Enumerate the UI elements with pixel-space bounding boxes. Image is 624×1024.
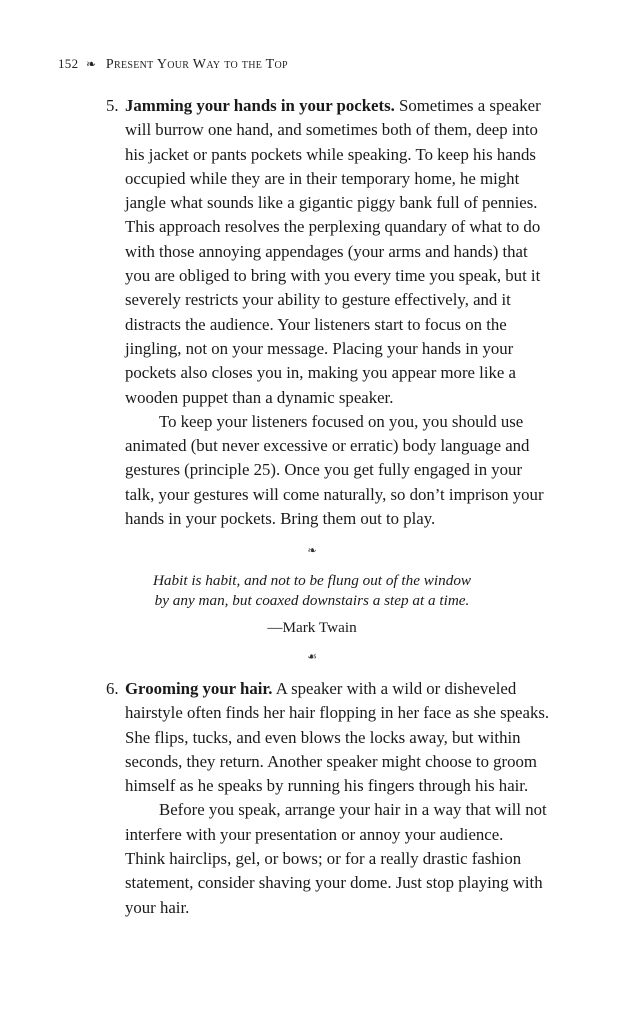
text-line: your hair. [125, 897, 190, 917]
quote-line: Habit is habit, and not to be flung out of the window [152, 572, 472, 589]
text-line: Think hairclips, gel, or bows; or for a really drastic fashion [125, 849, 522, 869]
text-line: talk, your gestures will come naturally, so don’t imprison your [125, 484, 544, 504]
text-line: She flips, tucks, and even blows the locks away, but within [125, 727, 521, 747]
item-first-line-rest: Sometimes a speaker [394, 96, 541, 115]
text-line: jangle what sounds like a gigantic piggy bank full of pennies. [125, 193, 538, 213]
text-line: severely restricts your ability to gesture effectively, and it [125, 290, 511, 310]
text-line: himself as he speaks by running his fingers through his hair. [125, 776, 529, 796]
list-item-5 [106, 94, 576, 531]
text-line: hands in your pockets. Bring them out to play. [125, 509, 436, 529]
item-number: 6. [106, 679, 119, 698]
quote-line: by any man, but coaxed downstairs a step at a time. [154, 592, 470, 609]
item-body [125, 94, 576, 531]
item-lead: Grooming your hair. [125, 679, 273, 698]
quote-attribution: —Mark Twain [267, 619, 357, 636]
epigraph-quote [0, 571, 624, 611]
text-line: seconds, they return. Another speaker might choose to groom [125, 751, 537, 771]
text-line: occupied while they are in their temporary home, he might [125, 168, 520, 188]
text-line: jingling, not on your message. Placing your hands in your [125, 338, 514, 358]
page-number: 152 [58, 56, 79, 71]
text-line: This approach resolves the perplexing quandary of what to do [125, 217, 541, 237]
text-line: with those annoying appendages (your arms and hands) that [125, 241, 528, 261]
item-first-line-rest: A speaker with a wild or disheveled [272, 679, 517, 698]
running-header [58, 56, 288, 73]
list-item-6 [106, 677, 576, 920]
fleuron-icon: ❧ [85, 57, 97, 71]
text-line: pockets also closes you in, making you appear more like a [125, 363, 516, 383]
item-number: 5. [106, 96, 119, 115]
text-line: distracts the audience. Your listeners start to focus on the [125, 314, 507, 334]
text-line: statement, consider shaving your dome. Just stop playing with [125, 873, 543, 893]
fleuron-top-icon: ❧ [307, 544, 317, 557]
text-line: you are obliged to bring with you every time you speak, but it [125, 266, 541, 286]
text-line: wooden puppet than a dynamic speaker. [125, 387, 394, 407]
text-line: gestures (principle 25). Once you get fully engaged in your [125, 460, 523, 480]
item-first-line [125, 94, 576, 118]
text-line: To keep your listeners focused on you, you should use [159, 411, 524, 431]
fleuron-bottom-icon: ☙ [307, 650, 317, 663]
text-line: interfere with your presentation or annoy your audience. [125, 824, 504, 844]
text-line: Before you speak, arrange your hair in a way that will not [159, 800, 547, 820]
item-first-line [125, 677, 576, 701]
item-lead: Jamming your hands in your pockets. [125, 96, 395, 115]
text-line: hairstyle often finds her hair flopping in her face as she speaks. [125, 703, 550, 723]
text-line: animated (but never excessive or erratic) body language and [125, 436, 530, 456]
item-body [125, 677, 576, 920]
running-title: Present Your Way to the Top [105, 57, 288, 72]
text-line: his jacket or pants pockets while speaking. To keep his hands [125, 144, 536, 164]
text-line: will burrow one hand, and sometimes both of them, deep into [125, 120, 538, 140]
